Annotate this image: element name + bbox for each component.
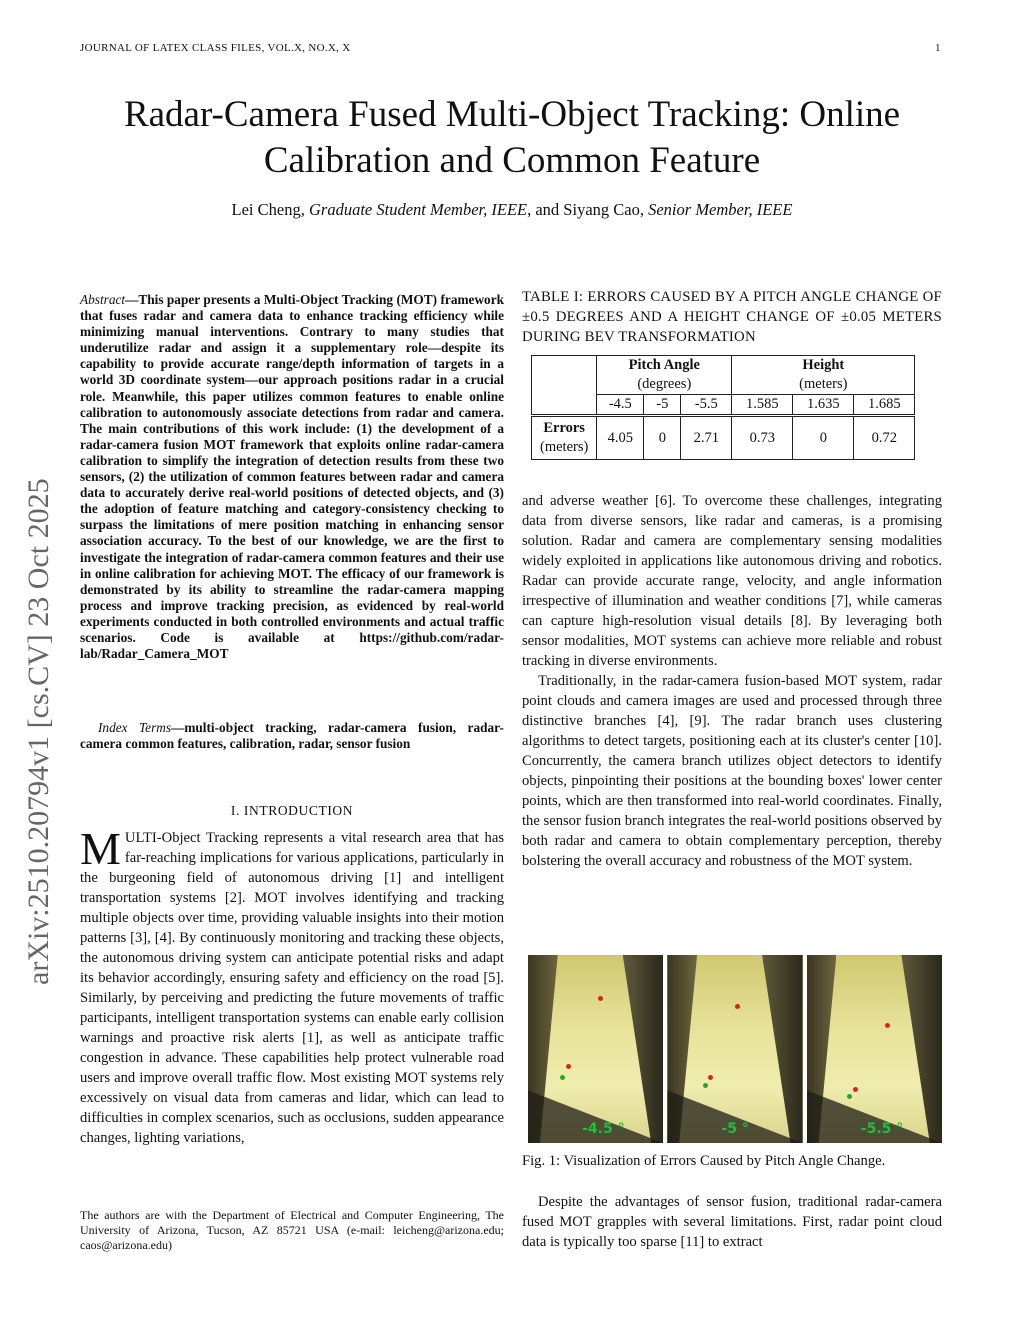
intro-paragraph xyxy=(80,823,504,1148)
errors-table xyxy=(531,355,915,460)
author-conj: , and Siyang Cao, xyxy=(527,200,644,219)
abstract-text: —This paper presents a Multi-Object Tracking (MOT) framework that fuses radar and camera data to enhance tracking efficiency while minimizing manual interventions. Contrary to many studies that underutilize radar and assign it a supplementary role—despite its capability to provide accurate range/depth information of targets in a world 3D coordinate system—our approach positions radar in a crucial role. Meanwhile, this paper utilizes common features to enable online calibration to autonomously associate detections from radar and camera. The main contributions of this work include: (1) the development of a radar-camera fusion MOT framework that exploits online radar-camera calibration to simplify the integration of detection results from these two sensors, (2) the utilization of common features between radar and camera data to accurately derive real-world positions of detected objects, and (3) the adoption of feature matching and category-consistency checking to surpass the limitations of mere position matching in enhancing sensor association accuracy. To the best of our knowledge, we are the first to investigate the integration of radar-camera common features and their use in online calibration for achieving MOT. The efficacy of our framework is demonstrated by its ability to streamline the radar-camera mapping process and improve tracking precision, as evidenced by real-world experiments conducted in both controlled environments and actual traffic scenarios. Code is available at https://github.com/radar-lab/Radar_Camera_MOT xyxy=(80,292,504,662)
drop-cap: M xyxy=(80,823,121,874)
figure-panel xyxy=(667,955,802,1143)
detection-marker xyxy=(885,1023,890,1028)
detection-marker xyxy=(847,1094,852,1099)
section-heading: I. INTRODUCTION xyxy=(230,803,354,818)
table-group-pitch-unit: (degrees) xyxy=(597,375,732,395)
paragraph: Despite the advantages of sensor fusion, traditional radar-camera fused MOT grapples with several limitations. First, radar point cloud data is typically too sparse [11] to extract xyxy=(522,1194,942,1250)
table-col: 1.635 xyxy=(793,395,854,416)
table-cell: 0.72 xyxy=(854,416,915,460)
table-group-height: Height xyxy=(732,356,915,376)
angle-label: -4.5 ° xyxy=(582,1121,625,1137)
table-group-pitch: Pitch Angle xyxy=(597,356,732,376)
author-1: Lei Cheng, xyxy=(231,200,305,219)
table-row-label xyxy=(532,416,597,460)
wall-shadow-right xyxy=(623,955,664,1143)
figure-panel xyxy=(528,955,663,1143)
table-row-title: Errors xyxy=(543,420,585,436)
figure-panel xyxy=(807,955,942,1143)
table-col: -5 xyxy=(644,395,681,416)
table-cell: 0.73 xyxy=(732,416,793,460)
table-row-unit: (meters) xyxy=(540,439,589,455)
angle-label: -5.5 ° xyxy=(860,1121,904,1137)
right-column-text xyxy=(522,491,942,871)
page-number: 1 xyxy=(935,42,941,54)
table-cell: 0 xyxy=(644,416,681,460)
table-col: 1.685 xyxy=(854,395,915,416)
index-terms-lead: Index Terms xyxy=(98,720,172,735)
paragraph: and adverse weather [6]. To overcome these challenges, integrating data from diverse sensors, like radar and cameras, is a promising solution. Radar and camera are complementary sensing modalities widely exploited in applications like autonomous driving and robotics. Radar can provide accurate range, velocity, and angle information irrespective of illumination and weather conditions [7], while cameras can capture high-resolution visual details [8]. By leveraging both sensor modalities, MOT systems can achieve more reliable and robust tracking in diverse environments. xyxy=(522,493,942,669)
table-cell: 2.71 xyxy=(681,416,732,460)
abstract xyxy=(80,292,504,662)
author-1-role: Graduate Student Member, IEEE xyxy=(308,200,528,219)
detection-marker xyxy=(560,1075,565,1080)
figure-1 xyxy=(528,955,942,1143)
index-terms-text: —multi-object tracking, radar-camera fusion, radar-camera common features, calibration, radar, sensor fusion xyxy=(80,720,504,752)
detection-marker xyxy=(735,1004,740,1009)
table-caption: TABLE I: ERRORS CAUSED BY A PITCH ANGLE CHANGE OF ±0.5 DEGREES AND A HEIGHT CHANGE OF ±0.05 METERS DURING BEV TRANSFORMATION xyxy=(522,289,942,345)
table-col: -4.5 xyxy=(597,395,644,416)
running-header: JOURNAL OF LATEX CLASS FILES, VOL.X, NO.X, X xyxy=(80,42,351,54)
footnote: The authors are with the Department of Electrical and Computer Engineering, The University of Arizona, Tucson, AZ 85721 USA (e-mail: leicheng@arizona.edu; caos@arizona.edu) xyxy=(80,1208,504,1252)
detection-marker xyxy=(708,1075,713,1080)
detection-marker xyxy=(598,996,603,1001)
figure-caption: Fig. 1: Visualization of Errors Caused by Pitch Angle Change. xyxy=(522,1153,886,1169)
paragraph: Traditionally, in the radar-camera fusion-based MOT system, radar point clouds and camera images are used and processed through three distinctive branches [4], [9]. The radar branch uses clustering algorithms to detect targets, positioning each at its cluster's center [10]. Concurrently, the camera branch utilizes object detectors to identify objects, pinpointing their positions at the bounding boxes' lower center points, which are then transformed into real-world coordinates. Finally, the sensor fusion branch integrates the real-world positions observed by both radar and camera to obtain complementary perception, thereby bolstering the overall accuracy and robustness of the MOT system. xyxy=(522,673,942,869)
wall-shadow-right xyxy=(901,955,942,1143)
paper-title: Radar-Camera Fused Multi-Object Tracking: Online Calibration and Common Feature xyxy=(123,94,901,181)
detection-marker xyxy=(703,1083,708,1088)
table-cell: 0 xyxy=(793,416,854,460)
detection-marker xyxy=(853,1087,858,1092)
author-2-role: Senior Member, IEEE xyxy=(648,200,793,219)
intro-text: ULTI-Object Tracking represents a vital research area that has far-reaching implications for various applications, particularly in the burgeoning field of autonomous driving [1] and intelligent transportation systems [2]. MOT involves identifying and tracking multiple objects over time, providing valuable insights into their motion patterns [3], [4]. By continuously monitoring and tracking these objects, the autonomous driving system can anticipate potential risks and adapt its behavior accordingly, ensuring safety and efficiency on the road [5]. Similarly, by perceiving and predicting the future movements of traffic participants, intelligent transportation systems can enable early collision warnings and proactive risk alerts [1], as well as anticipate traffic congestion in advance. These capabilities help protect vulnerable road users and improve overall traffic flow. Most existing MOT systems rely excessively on visual data from cameras and lidar, which can lead to difficulties in complex scenarios, such as occlusions, sudden appearance changes, lighting variations, xyxy=(80,830,504,1146)
detection-marker xyxy=(566,1064,571,1069)
table-cell: 4.05 xyxy=(597,416,644,460)
table-col: -5.5 xyxy=(681,395,732,416)
arxiv-stamp: arXiv:2510.20794v1 [cs.CV] 23 Oct 2025 xyxy=(22,478,55,985)
angle-label: -5 ° xyxy=(721,1121,749,1137)
abstract-lead: Abstract xyxy=(80,292,126,307)
wall-shadow-right xyxy=(762,955,803,1143)
index-terms xyxy=(80,720,504,752)
table-col: 1.585 xyxy=(732,395,793,416)
author-line xyxy=(60,200,964,220)
table-group-height-unit: (meters) xyxy=(732,375,915,395)
